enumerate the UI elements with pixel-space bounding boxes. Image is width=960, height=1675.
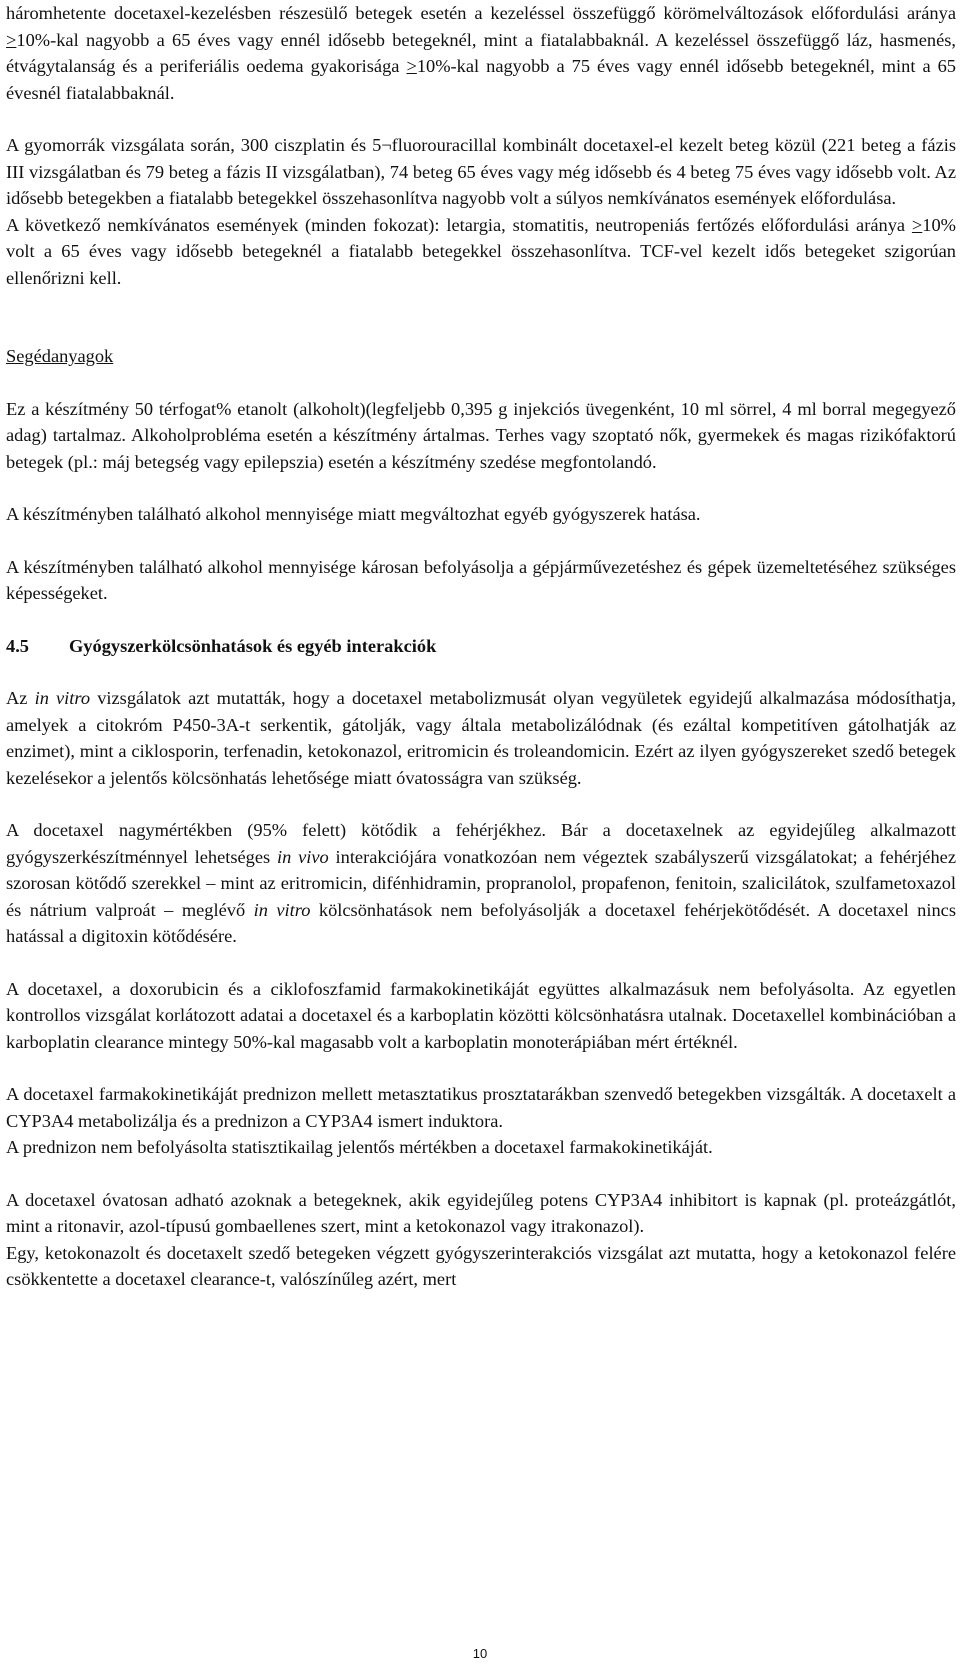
paragraph-cyp3a4: A docetaxel óvatosan adható azoknak a betegeknek, akik egyidejűleg potens CYP3A4 inhibitort is kapnak (pl. proteázgátlót, mint a ritonavir, azol-típusú gombaellenes szert, mint a ketokonazol vagy itrakonazol). <box>6 1189 956 1236</box>
paragraph-prednisone-2: A prednizon nem befolyásolta statisztikailag jelentős mértékben a docetaxel farmakokinetikáját. <box>6 1137 713 1157</box>
paragraph-in-vitro: Az in vitro vizsgálatok azt mutatták, hogy a docetaxel metabolizmusát olyan vegyületek egyidejű alkalmazása módosíthatja, amelyek a citokróm P450-3A-t serkentik, gátolják, vagy általa metabolizálódnak (és ezáltal kompetitíven gátolhatják az enzimet), mint a ciklosporin, terfenadin, ketokonazol, eritromicin és troleandomicin. Ezért az ilyen gyógyszereket szedő betegek kezelésekor a jelentős kölcsönhatás lehetősége miatt óvatosságra van szükség. <box>6 688 956 788</box>
paragraph-adverse-events: A következő nemkívánatos események (minden fokozat): letargia, stomatitis, neutropeniás fertőzés előfordulási aránya >10% volt a 65 éves vagy idősebb betegeknél a fiatalabb betegekkel összehasonlítva. TCF-vel kezelt idős betegeket szigorúan ellenőrizni kell. <box>6 214 956 288</box>
paragraph-doxorubicin: A docetaxel, a doxorubicin és a ciklofoszfamid farmakokinetikáját együttes alkalmazásuk nem befolyásolta. Az egyetlen kontrollos vizsgálat korlátozott adatai a docetaxel és a karboplatin közötti kölcsönhatásra utalnak. Docetaxellel kombinációban a karboplatin clearance mintegy 50%-kal magasabb volt a karboplatin monoterápiában mért értéknél. <box>6 978 956 1052</box>
ge-symbol: > <box>406 56 417 76</box>
paragraph-prednisone: A docetaxel farmakokinetikáját prednizon mellett metasztatikus prosztatarákban szenvedő betegekben vizsgálták. A docetaxelt a CYP3A4 metabolizálja és a prednizon a CYP3A4 ismert induktora. <box>6 1084 956 1131</box>
paragraph-alcohol-effect: A készítményben található alkohol mennyisége miatt megváltozhat egyéb gyógyszerek hatása. <box>6 504 701 524</box>
document-page <box>6 0 956 1293</box>
section-number: 4.5 <box>6 635 29 656</box>
paragraph-gastric-cancer: A gyomorrák vizsgálata során, 300 ciszplatin és 5¬fluorouracillal kombinált docetaxel-el kezelt beteg közül (221 beteg a fázis III vizsgálatban és 79 beteg a fázis II vizsgálatban), 74 beteg 65 éves vagy még idősebb és 4 beteg 75 éves vagy idősebb volt. Az idősebb betegekben a fiatalabb betegekkel összehasonlítva nagyobb volt a súlyos nemkívánatos események előfordulása. <box>6 135 956 208</box>
page-number: 10 <box>472 1646 488 1661</box>
paragraph-elderly-nail: háromhetente docetaxel-kezelésben részesülő betegek esetén a kezeléssel összefüggő körömelváltozások előfordulási aránya >10%-kal nagyobb a 65 éves vagy ennél idősebb betegeknél, mint a fiatalabbaknál. A kezeléssel összefüggő láz, hasmenés, étvágytalanság és a periferiális oedema gyakorisága >10%-kal nagyobb a 75 éves vagy ennél idősebb betegeknél, mint a 65 évesnél fiatalabbaknál. <box>6 3 956 103</box>
ge-symbol: > <box>911 214 923 235</box>
paragraph-protein-binding: A docetaxel nagymértékben (95% felett) kötődik a fehérjékhez. Bár a docetaxelnek az egyidejűleg alkalmazott gyógyszerkészítménnyel lehetséges in vivo interakciójára vonatkozóan nem végeztek szabályszerű vizsgálatokat; a fehérjéhez szorosan kötődő szerekkel – mint az eritromicin, difénhidramin, propranolol, propafenon, fenitoin, szalicilátok, szulfametoxazol és nátrium valproát – meglévő in vitro kölcsönhatások nem befolyásolják a docetaxel fehérjekötődését. A docetaxel nincs hatással a digitoxin kötődésére. <box>6 820 956 946</box>
heading-excipients: Segédanyagok <box>6 346 114 366</box>
paragraph-driving: A készítményben található alkohol mennyisége károsan befolyásolja a gépjárművezetéshez és gépek üzemeltetéséhez szükséges képességeket. <box>6 556 956 603</box>
section-title: Gyógyszerkölcsönhatások és egyéb interakciók <box>69 635 437 656</box>
paragraph-ethanol: Ez a készítmény 50 térfogat% etanolt (alkoholt)(legfeljebb 0,395 g injekciós üvegenként, 10 ml sörrel, 4 ml borral megegyező adag) tartalmaz. Alkoholprobléma esetén a készítmény ártalmas. Terhes vagy szoptató nők, gyermekek és magas rizikófaktorú betegek (pl.: máj betegség vagy epilepszia) esetén a készítmény szedése megfontolandó. <box>6 398 956 472</box>
paragraph-ketoconazole: Egy, ketokonazolt és docetaxelt szedő betegeken végzett gyógyszerinterakciós vizsgálat azt mutatta, hogy a ketokonazol felére csökkentette a docetaxel clearance-t, valószínűleg azért, mert <box>6 1242 956 1289</box>
section-heading-4-5 <box>6 633 956 660</box>
ge-symbol: > <box>6 29 17 50</box>
